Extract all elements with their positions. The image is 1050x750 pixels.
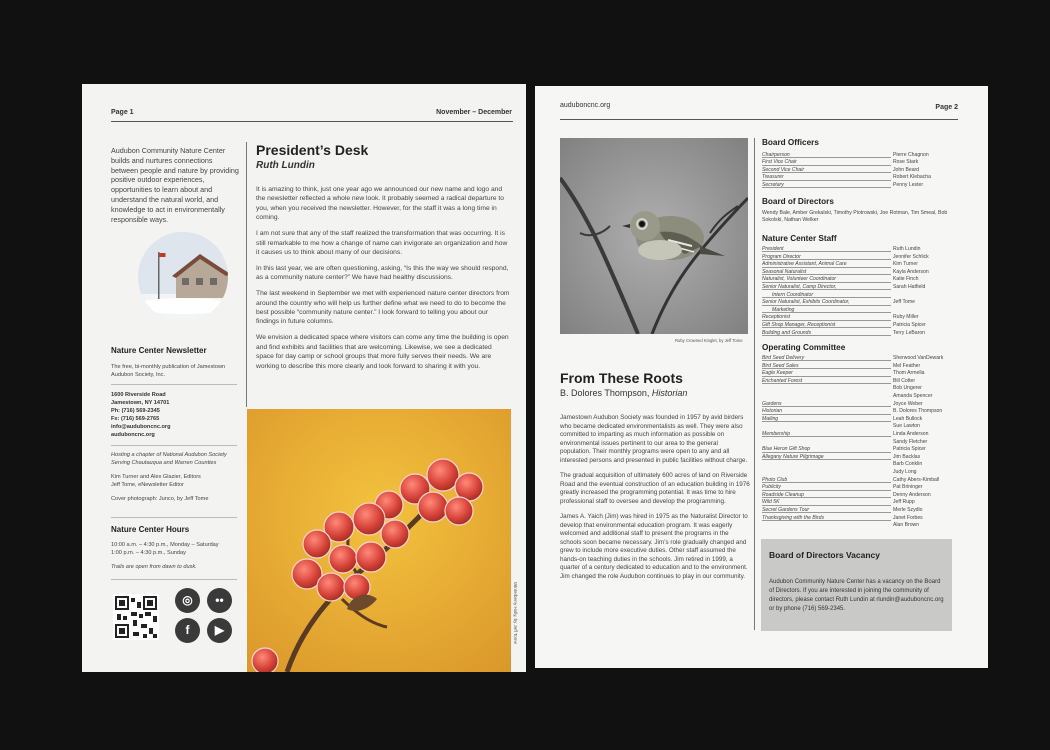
- winterberry-photo: [247, 409, 511, 672]
- page-number: Page 1: [111, 109, 134, 116]
- roster-name: Patricia Spicer: [893, 446, 926, 453]
- roster-name: Jim Backlas: [893, 453, 921, 460]
- roster-name: Cathy Abers-Kimball: [893, 476, 940, 483]
- roster-row: [762, 446, 955, 453]
- roster-name: Barb Conklin: [893, 461, 923, 468]
- roster-name: Leah Bullock: [893, 415, 923, 422]
- newsletter-page-1: [82, 84, 526, 672]
- roster-role: Receptionist: [762, 314, 791, 321]
- leader-line: [762, 505, 891, 506]
- roster-name: Mel Feather: [893, 362, 921, 369]
- header-rule: [560, 119, 958, 120]
- roster-row: [762, 522, 955, 529]
- roster-row: [762, 393, 955, 400]
- newsletter-description: The free, bi-monthly publication of Jamestown Audubon Society, Inc.: [111, 364, 226, 378]
- trails-note: Trails are open from dawn to dusk.: [111, 564, 197, 570]
- roster-name: Rose Stark: [893, 159, 919, 166]
- roster-name: Judy Long: [893, 469, 917, 475]
- roster-role: Gardens: [762, 400, 782, 407]
- roster-row: [762, 431, 955, 438]
- roster-name: Joyce Weber: [893, 400, 923, 407]
- flickr-icon[interactable]: ••: [207, 588, 232, 613]
- vacancy-title: Board of Directors Vacancy: [769, 550, 881, 560]
- from-these-roots-body: [560, 414, 750, 588]
- issue-date: November – December: [436, 109, 512, 116]
- presidents-desk-title: President’s Desk: [256, 142, 369, 158]
- roster-row: [762, 246, 955, 253]
- hours-title: Nature Center Hours: [111, 525, 190, 534]
- vacancy-text: Audubon Community Nature Center has a vacancy on the Board of Directors. If you are interested in joining the community of directors, please contact Ruth Lundin at rlundin@auduboncnc.org or by phone (716) 569-2345.: [769, 579, 944, 612]
- roster-row: [762, 292, 955, 299]
- from-these-roots-title: From These Roots: [560, 370, 683, 386]
- roster-name: Bob Ungerer: [893, 385, 922, 392]
- roster-name: Alan Brown: [893, 522, 920, 529]
- column-divider: [246, 142, 247, 407]
- roster-role: Allegany Nature Pilgrimage: [762, 453, 824, 460]
- roster-row: [762, 408, 955, 415]
- email-address: info@auduboncnc.org: [111, 424, 171, 430]
- roster-row: [762, 261, 955, 268]
- hours-sunday: 1:00 p.m. – 4:30 p.m., Sunday: [111, 550, 186, 556]
- address-city: Jamestown, NY 14701: [111, 400, 170, 406]
- roster-row: [762, 284, 955, 291]
- site-url: auduboncnc.org: [560, 102, 611, 109]
- roster-row: [762, 416, 955, 423]
- board-directors-title: Board of Directors: [762, 197, 834, 206]
- header-rule: [111, 121, 513, 122]
- roster-row: [762, 507, 955, 514]
- roster-row: [762, 439, 955, 446]
- roster-name: Ruth Lundin: [893, 246, 921, 252]
- roster-role: Bird Seed Sales: [762, 362, 799, 369]
- divider: [111, 445, 237, 446]
- roster-role: Enchanted Forest: [762, 377, 803, 384]
- roster-name: Terry LeBaron: [893, 329, 925, 336]
- fax-number: Fx: (716) 569-2765: [111, 416, 160, 422]
- author-role: Historian: [651, 388, 688, 398]
- roster-row: [762, 469, 955, 476]
- author-name: B. Dolores Thompson,: [560, 388, 650, 398]
- editors: Kim Turner and Alex Glazier, Editors: [111, 474, 201, 480]
- roster-role: Bird Seed Delivery: [762, 355, 805, 361]
- roster-row: [762, 307, 955, 314]
- roster-row: [762, 423, 955, 430]
- roster-row: [762, 314, 955, 321]
- paragraph: It is amazing to think, just one year ago we announced our new name and logo and the newsletter reflected a whole new look. It probably seemed a radical departure to you, when you received the newsletter. However, for the staff it was a long time in coming.: [256, 186, 504, 222]
- roster-name: Jeff Tome: [893, 299, 915, 306]
- roster-row: [762, 276, 955, 283]
- roster-row: [762, 401, 955, 408]
- roster-row: [762, 515, 955, 522]
- roster-role: Wild 5K: [762, 499, 780, 506]
- roster-row: [762, 370, 955, 377]
- board-directors-list: Wendy Bale, Amber Grekalski, Timothy Piotrowski, Joe Rotman, Tim Smeal, Bob Sokolski, Nathan Welker: [762, 210, 948, 224]
- roster-row: [762, 477, 955, 484]
- roster-name: Sue Lawton: [893, 423, 920, 430]
- roster-role: Blue Heron Gift Shop: [762, 446, 811, 453]
- roster-row: [762, 492, 955, 499]
- roster-name: Patricia Spicer: [893, 322, 926, 328]
- divider: [111, 579, 237, 580]
- from-these-roots-author: [560, 388, 687, 398]
- board-officers-title: Board Officers: [762, 138, 819, 147]
- roster-role: Thanksgiving with the Birds: [762, 514, 825, 521]
- youtube-icon[interactable]: ▶: [207, 618, 232, 643]
- vacancy-notice: [761, 539, 952, 631]
- roster-role: First Vice Chair: [762, 159, 797, 166]
- roster-name: Linda Anderson: [893, 431, 929, 437]
- roster-row: [762, 254, 955, 261]
- roster-role: Intern Coordinator: [772, 291, 814, 298]
- paragraph: I am not sure that any of the staff realized the transformation that was occurring. It is still remarkable to me how a change of name can invigorate an organization and how it causes us to think about many of our decisions.: [256, 230, 508, 256]
- address-street: 1600 Riverside Road: [111, 392, 166, 398]
- roster-name: John Beard: [893, 166, 920, 173]
- roster-role: Senior Naturalist, Camp Director,: [762, 284, 837, 290]
- roster-role: Publicity: [762, 484, 781, 491]
- mission-statement: Audubon Community Nature Center builds and nurtures connections between people and nature by providing positive outdoor experiences, opportunities to learn about and understand the natural world, and knowledge to act in environmentally responsible ways.: [111, 146, 239, 224]
- chapter-note: Hosting a chapter of National Audubon Society Serving Chautauqua and Warren Counties: [111, 452, 227, 466]
- roster-role: President: [762, 246, 784, 252]
- phone-number: Ph: (716) 569-2345: [111, 408, 160, 414]
- roster-role: Second Vice Chair: [762, 166, 805, 173]
- paragraph: We envision a dedicated space where visitors can come any time the building is open and find exhibits and facilities that are welcoming. Likewise, we see a dedicated space for day camp or school groups that more fully serves their needs. We are working to describe this more clearly and look forward to sharing it with you.: [256, 334, 509, 370]
- roster-row: [762, 484, 955, 491]
- column-divider: [754, 138, 755, 630]
- leader-line: [762, 490, 891, 491]
- roster-name: Pierre Chagnon: [893, 152, 929, 158]
- roster-row: [762, 269, 955, 276]
- roster-name: Robert Klebacha: [893, 174, 931, 181]
- roster-role: Photo Club: [762, 476, 788, 483]
- roster-row: [762, 167, 955, 174]
- roster-role: Gift Shop Manager, Receptionist: [762, 322, 836, 328]
- roster-row: [762, 299, 955, 306]
- roster-role: Membership: [762, 431, 791, 437]
- roster-row: [762, 322, 955, 329]
- roster-name: Kayla Anderson: [893, 268, 929, 275]
- roster-row: [762, 454, 955, 461]
- roster-role: Treasurer: [762, 174, 784, 181]
- bird-photo-caption: Ruby Crowned Kinglet, by Jeff Tome: [675, 338, 743, 343]
- roster-role: Senior Naturalist, Exhibits Coordinator,: [762, 299, 850, 306]
- roster-row: [762, 152, 955, 159]
- roster-name: Sandy Fletcher: [893, 438, 928, 445]
- paragraph: James A. Yaich (Jim) was hired in 1975 as the Naturalist Director to develop that environmental education program. It was eagerly welcomed and additional staff to present the programs in the schools soon became necessary. Jim’s role gradually changed and grew to include more executive duties. Other staff assumed the hands-on teaching duties in the schools. Jim retired in 1999, a quarter of a century dedicated to education and to the environment. Jim changed the role Audubon continues to play in our community.: [560, 513, 748, 580]
- paragraph: Jamestown Audubon Society was founded in 1957 by avid birders who became dedicated environmentalists as well. They were also committed to imparting as much information as possible on environmental issues pertinent to our area to the general population. Their monthly programs were open to any and all interested persons and presented in public facilities without charge.: [560, 414, 748, 464]
- roster-name: Sherwood VanDewark: [893, 355, 944, 361]
- divider: [111, 517, 237, 518]
- roster-row: [762, 363, 955, 370]
- enewsletter-editor: Jeff Tome, eNewsletter Editor: [111, 482, 184, 488]
- roster-row: [762, 174, 955, 181]
- roster-name: B. Dolores Thompson: [893, 408, 943, 415]
- instagram-icon[interactable]: ◎: [175, 588, 200, 613]
- roster-role: Seasonal Naturalist: [762, 268, 807, 275]
- kinglet-photo: [560, 138, 748, 334]
- roster-row: [762, 355, 955, 362]
- page-number: Page 2: [935, 104, 958, 111]
- roster-row: [762, 159, 955, 166]
- roster-name: Thom Armella: [893, 370, 925, 377]
- roster-role: Naturalist, Volunteer Coordinator: [762, 276, 836, 283]
- roster-row: [762, 378, 955, 385]
- roster-role: Program Director: [762, 253, 801, 260]
- cover-photo-credit: Cover photograph: Junco, by Jeff Tome: [111, 496, 209, 502]
- roster-role: Secretary: [762, 181, 784, 188]
- roster-role: Mailing: [762, 415, 779, 422]
- roster-role: Historian: [762, 408, 783, 415]
- roster-name: Penny Lester: [893, 181, 924, 188]
- newsletter-page-2: [535, 86, 988, 668]
- roster-name: Bill Cotter: [893, 377, 916, 384]
- roster-role: Eagle Keeper: [762, 370, 793, 377]
- roster-name: Ruby Miller: [893, 314, 919, 321]
- roster-name: Denny Anderson: [893, 491, 931, 498]
- roster-role: Building and Grounds: [762, 329, 811, 336]
- operating-committee-title: Operating Committee: [762, 343, 846, 352]
- roster-name: Jeff Rupp: [893, 499, 915, 506]
- facebook-icon[interactable]: f: [175, 618, 200, 643]
- roster-name: Pat Brininger: [893, 484, 923, 491]
- berry-photo-credit: Winterberry Holly, by Jeff Tome: [513, 582, 518, 645]
- leader-line: [762, 421, 891, 422]
- roster-row: [762, 461, 955, 468]
- roster-role: Chairperson: [762, 152, 790, 158]
- hours-weekday: 10:00 a.m. – 4:30 p.m., Monday – Saturday: [111, 542, 219, 548]
- roster-row: [762, 182, 955, 189]
- roster-row: [762, 499, 955, 506]
- paragraph: The last weekend in September we met with experienced nature center directors from around the country who will help us further define what we need to do to become the best possible “community nature center.” I look forward to telling you about our findings in future columns.: [256, 290, 510, 326]
- roster-name: Sarah Hatfield: [893, 284, 926, 290]
- paragraph: In this last year, we are often questioning, asking, “Is this the way we should respond, as a community nature center?” We have had healthy discussions.: [256, 264, 509, 282]
- roster-role: Roadside Cleanup: [762, 491, 804, 498]
- staff-title: Nature Center Staff: [762, 234, 837, 243]
- qr-code[interactable]: [113, 594, 159, 640]
- divider: [111, 384, 237, 385]
- roster-role: Marketing: [772, 306, 795, 313]
- roster-role: Secret Gardens Tour: [762, 507, 810, 513]
- roster-row: [762, 385, 955, 392]
- roster-row: [762, 330, 955, 337]
- roster-name: Amanda Spencer: [893, 393, 933, 399]
- roster-name: Katie Finch: [893, 276, 919, 283]
- roster-name: Kim Turner: [893, 261, 918, 268]
- website: auduboncnc.org: [111, 432, 155, 438]
- presidents-desk-author: Ruth Lundin: [256, 160, 315, 171]
- paragraph: The gradual acquisition of ultimately 600 acres of land on Riverside Road and the eventual construction of an education building in 1976 greatly increased the programming potential. It was time to hire professional staff to oversee and develop the programming.: [560, 472, 750, 505]
- roster-role: Administrative Assistant, Animal Care: [762, 261, 847, 268]
- newsletter-title: Nature Center Newsletter: [111, 346, 207, 355]
- roster-name: Jennifer Schlick: [893, 253, 929, 260]
- roster-name: Janet Forbes: [893, 514, 923, 521]
- presidents-desk-body: [256, 185, 510, 377]
- roster-name: Merle Szydlo: [893, 507, 923, 513]
- nature-center-building-photo: [138, 232, 228, 322]
